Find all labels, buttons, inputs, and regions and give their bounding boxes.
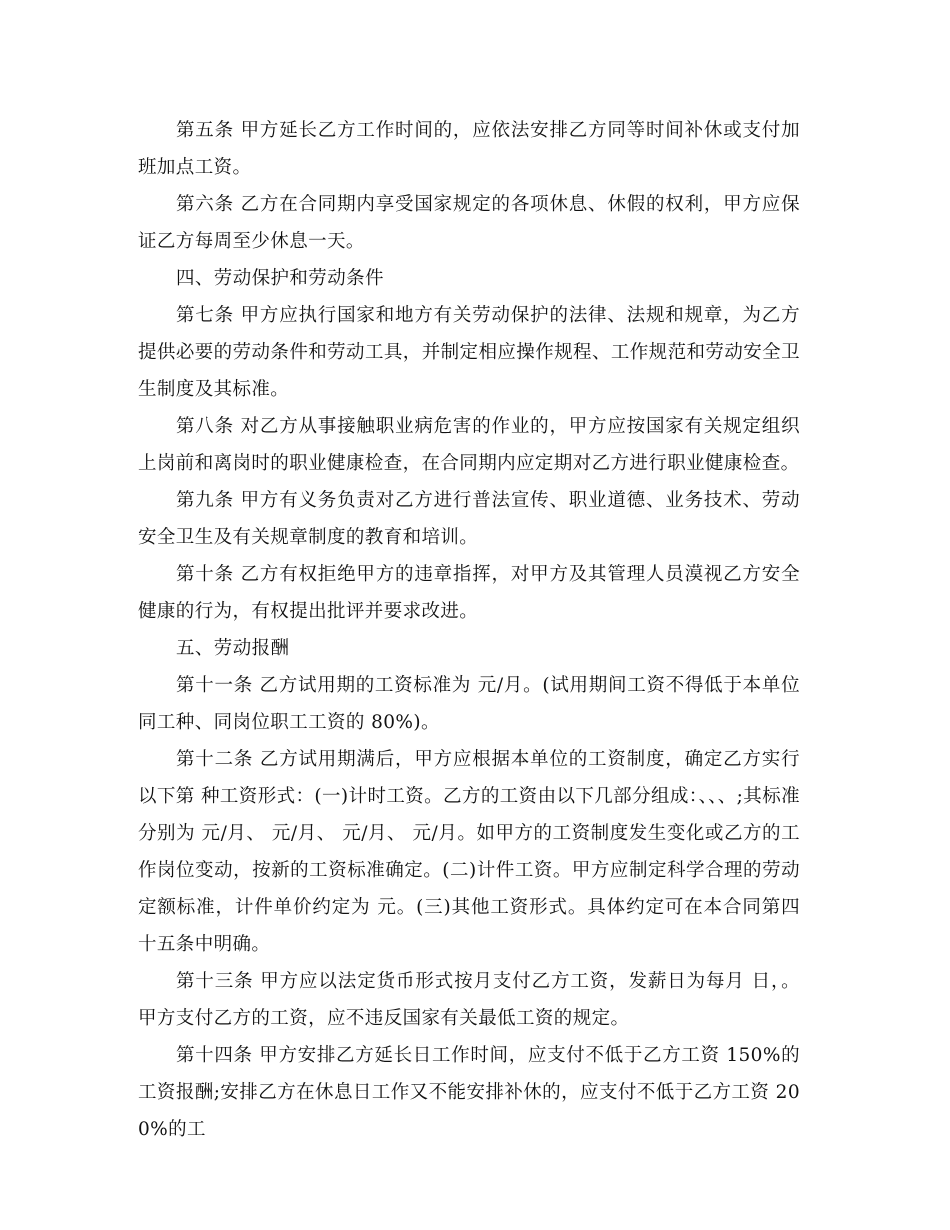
clause-9: 第九条 甲方有义务负责对乙方进行普法宣传、职业道德、业务技术、劳动安全卫生及有关规章制度的教育和培训。 (138, 490, 800, 548)
section-heading-5: 五、劳动报酬 (176, 638, 290, 659)
clause-14: 第十四条 甲方安排乙方延长日工作时间，应支付不低于乙方工资 150%的工资报酬;安排乙方在休息日工作又不能安排补休的，应支付不低于乙方工资 200%的工 (138, 1045, 800, 1140)
clause-6: 第六条 乙方在合同期内享受国家规定的各项休息、休假的权利，甲方应保证乙方每周至少休息一天。 (138, 194, 800, 252)
document-body (138, 112, 800, 1148)
section-heading-4: 四、劳动保护和劳动条件 (176, 268, 384, 289)
clause-10: 第十条 乙方有权拒绝甲方的违章指挥，对甲方及其管理人员漠视乙方安全健康的行为，有权提出批评并要求改进。 (138, 564, 800, 622)
clause-5: 第五条 甲方延长乙方工作时间的，应依法安排乙方同等时间补休或支付加班加点工资。 (138, 120, 800, 178)
clause-7: 第七条 甲方应执行国家和地方有关劳动保护的法律、法规和规章，为乙方提供必要的劳动条件和劳动工具，并制定相应操作规程、工作规范和劳动安全卫生制度及其标准。 (138, 305, 800, 400)
clause-13: 第十三条 甲方应以法定货币形式按月支付乙方工资，发薪日为每月 日，。甲方支付乙方的工资，应不违反国家有关最低工资的规定。 (138, 971, 800, 1029)
clause-8: 第八条 对乙方从事接触职业病危害的作业的，甲方应按国家有关规定组织上岗前和离岗时的职业健康检查，在合同期内应定期对乙方进行职业健康检查。 (138, 416, 800, 474)
clause-11: 第十一条 乙方试用期的工资标准为 元/月。(试用期间工资不得低于本单位同工种、同岗位职工工资的 80%)。 (138, 675, 800, 733)
clause-12: 第十二条 乙方试用期满后，甲方应根据本单位的工资制度，确定乙方实行以下第 种工资形式：(一)计时工资。乙方的工资由以下几部分组成：、、、;其标准分别为 元/月、 元/月、 元/月、 元/月。如甲方的工资制度发生变化或乙方的工作岗位变动，按新的工资标准确定。(二)计件工资。甲方应制定科学合理的劳动定额标准，计件单价约定为 元。(三)其他工资形式。具体约定可在本合同第四十五条中明确。 (138, 749, 800, 955)
